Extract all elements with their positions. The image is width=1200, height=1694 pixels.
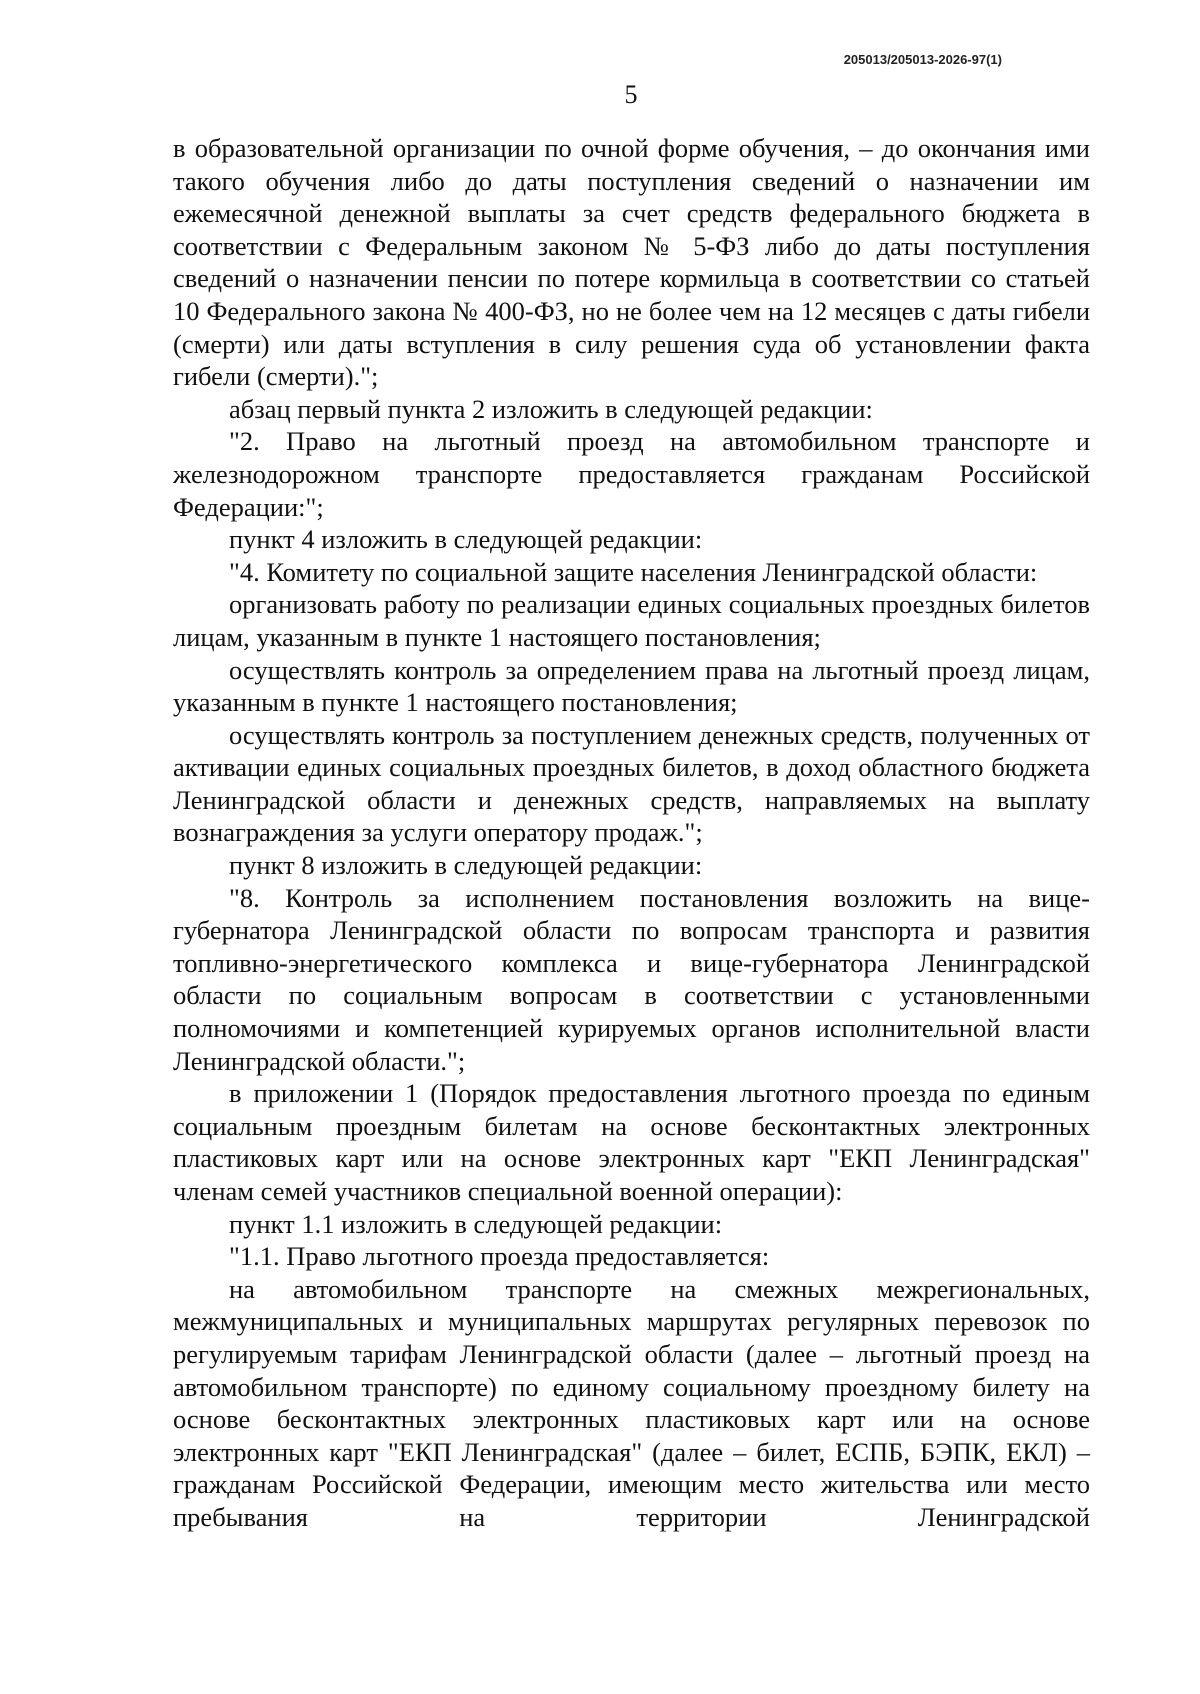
paragraph: пункт 8 изложить в следующей редакции: <box>229 850 703 881</box>
paragraph: осуществлять контроль за поступлением денежных средств, полученных от активации единых социальных проездных билетов, в доход областного бюджета Ленинградской области и денежных средств, направляемых на выплату вознаграждения за услуги оператору продаж."; <box>173 719 1090 848</box>
paragraph: пункт 1.1 изложить в следующей редакции: <box>229 1208 723 1239</box>
paragraph: в приложении 1 (Порядок предоставления льготного проезда по единым социальным проездным билетам на основе бесконтактных электронных пластиковых карт или на основе электронных карт "ЕКП Ленинградская" членам семей участников специальной военной операции): <box>173 1078 1090 1206</box>
paragraph: пункт 4 изложить в следующей редакции: <box>229 524 703 555</box>
paragraph: "8. Контроль за исполнением постановления возложить на вице-губернатора Ленинградской области по вопросам транспорта и развития топливно-энергетического комплекса и вице-губернатора Ленинградской области по социальным вопросам в соответствии с установленными полномочиями и компетенцией курируемых органов исполнительной власти Ленинградской области."; <box>173 882 1090 1076</box>
paragraph: "2. Право на льготный проезд на автомобильном транспорте и железнодорожном транспорте предоставляется гражданам Российской Федерации:"; <box>173 426 1090 522</box>
document-code: 205013/205013-2026-97(1) <box>843 52 1002 67</box>
paragraph: "1.1. Право льготного проезда предоставляется: <box>229 1241 770 1272</box>
document-body <box>173 132 1090 1534</box>
paragraph: осуществлять контроль за определением права на льготный проезд лицам, указанным в пункте 1 настоящего постановления; <box>173 654 1090 718</box>
paragraph: абзац первый пункта 2 изложить в следующей редакции: <box>229 393 873 424</box>
paragraph: организовать работу по реализации единых социальных проездных билетов лицам, указанным в пункте 1 настоящего постановления; <box>173 589 1090 652</box>
paragraph: "4. Комитету по социальной защите населения Ленинградской области: <box>229 556 1038 587</box>
paragraph: на автомобильном транспорте на смежных межрегиональных, межмуниципальных и муниципальных маршрутах регулярных перевозок по регулируемым тарифам Ленинградской области (далее – льготный проезд на автомобильном транспорте) по единому социальному проездному билету на основе бесконтактных электронных пластиковых карт или на основе электронных карт "ЕКП Ленинградская" (далее – билет, ЕСПБ, БЭПК, ЕКЛ) – гражданам Российской Федерации, имеющим место жительства или место пребывания на территории Ленинградской <box>173 1273 1090 1532</box>
paragraph: в образовательной организации по очной форме обучения, – до окончания ими такого обучения либо до даты поступления сведений о назначении им ежемесячной денежной выплаты за счет средств федерального бюджета в соответствии с Федеральным законом № 5-ФЗ либо до даты поступления сведений о назначении пенсии по потере кормильца в соответствии со статьей 10 Федерального закона № 400-ФЗ, но не более чем на 12 месяцев с даты гибели (смерти) или даты вступления в силу решения суда об установлении факта гибели (смерти)."; <box>173 133 1090 392</box>
page-number: 5 <box>624 80 638 109</box>
